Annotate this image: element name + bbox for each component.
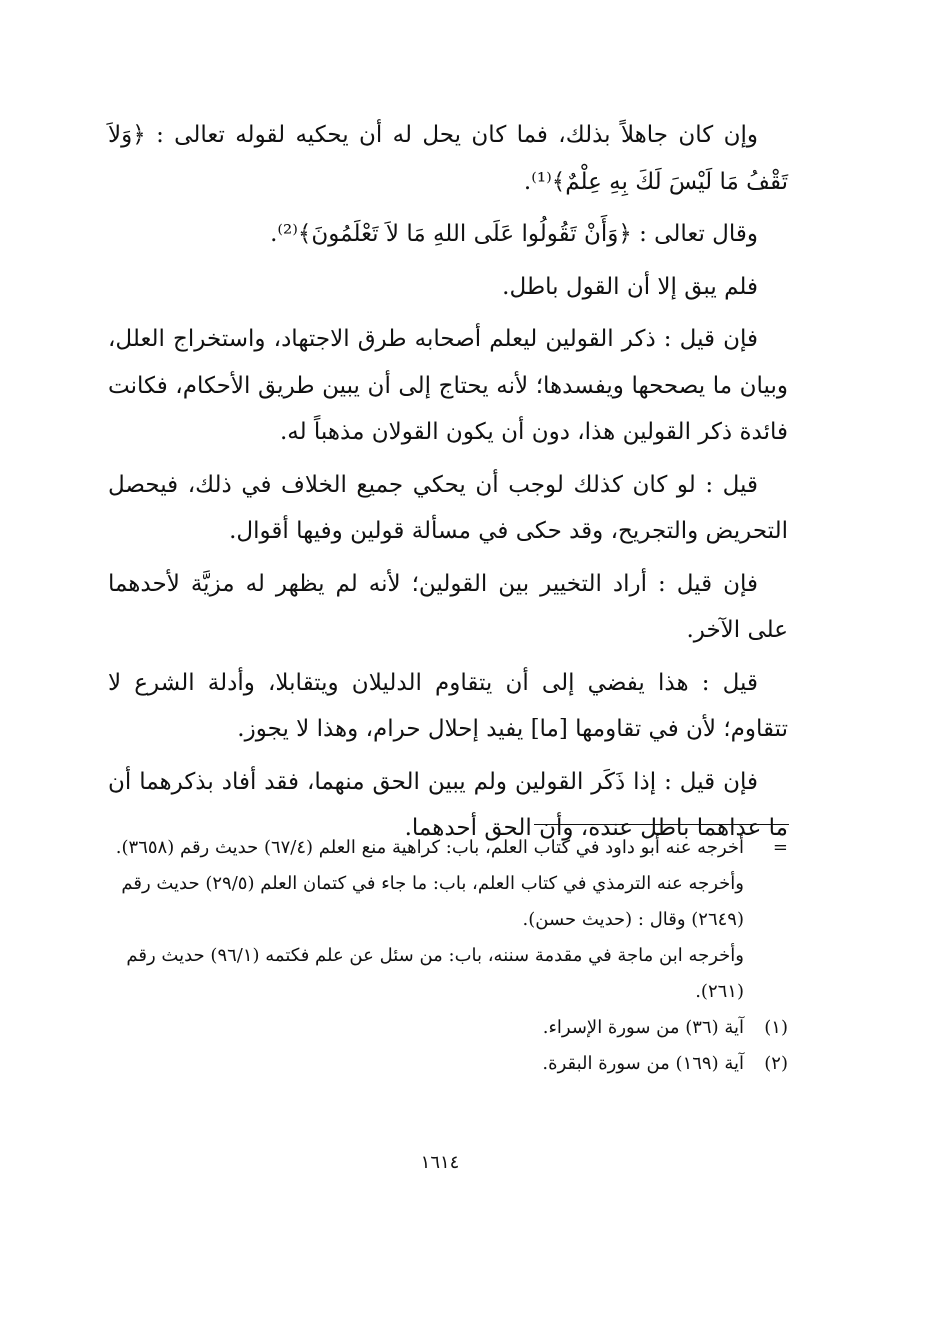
continuation-marker: =	[772, 837, 788, 858]
footnote-line: وأخرجه عنه الترمذي في كتاب العلم، باب: ما جاء في كتمان العلم (٢٩/٥) حديث رقم (٢٦٤٩) وقال : (حديث حسن).	[121, 873, 744, 930]
footnotes-section	[108, 830, 788, 1082]
footnote-number: (١)	[764, 1017, 788, 1038]
footnote	[108, 1010, 788, 1046]
footnote-text: آية (٣٦) من سورة الإسراء.	[542, 1017, 744, 1038]
footnote	[108, 1046, 788, 1082]
paragraph: قيل : هذا يفضي إلى أن يتقاوم الدليلان ويتقابلا، وأدلة الشرع لا تتقاوم؛ لأن في تقاومها [ما] يفيد إحلال حرام، وهذا لا يجوز.	[108, 669, 788, 742]
paragraph: فلم يبق إلا أن القول باطل.	[502, 273, 758, 300]
paragraph: وقال تعالى : ﴿وَأَنْ تَقُولُوا عَلَى اللهِ مَا لاَ تَعْلَمُونَ﴾⁽²⁾.	[270, 221, 758, 247]
footnote-continuation	[108, 830, 788, 1010]
paragraph: فإن قيل : إذا ذَكَر القولين ولم يبين الحق منهما، فقد أفاد بذكرهما أن ما عداهما باطل عنده، وأن الحق أحدهما.	[108, 768, 788, 841]
paragraph: فإن قيل : أراد التخيير بين القولين؛ لأنه لم يظهر له مزيَّة لأحدهما على الآخر.	[108, 570, 788, 643]
paragraph: فإن قيل : ذكر القولين ليعلم أصحابه طرق الاجتهاد، واستخراج العلل، وبيان ما يصححها ويفسدها؛ لأنه يحتاج إلى أن يبين طريق الأحكام، فكانت فائدة ذكر القولين هذا، دون أن يكون القولان مذهباً له.	[108, 326, 788, 445]
footnote-line: وأخرجه ابن ماجة في مقدمة سننه، باب: من سئل عن علم فكتمه (٩٦/١) حديث رقم (٢٦١).	[126, 945, 744, 1002]
paragraph: وإن كان جاهلاً بذلك، فما كان يحل له أن يحكيه لقوله تعالى : ﴿وَلاَ تَقْفُ مَا لَيْسَ لَكَ بِهِ عِلْمٌ﴾⁽¹⁾.	[108, 122, 788, 195]
footnote-text: آية (١٦٩) من سورة البقرة.	[542, 1053, 744, 1074]
footnote-divider	[534, 824, 789, 825]
footnote-line: أخرجه عنه أبو داود في كتاب العلم، باب: كراهية منع العلم (٦٧/٤) حديث رقم (٣٦٥٨).	[115, 837, 744, 858]
main-text	[108, 112, 788, 858]
paragraph: قيل : لو كان كذلك لوجب أن يحكي جميع الخلاف في ذلك، فيحصل التحريض والتجريح، وقد حكى في مسألة قولين وفيها أقوال.	[108, 471, 788, 544]
page-number: ١٦١٤	[420, 1152, 460, 1173]
footnote-number: (٢)	[764, 1053, 788, 1074]
